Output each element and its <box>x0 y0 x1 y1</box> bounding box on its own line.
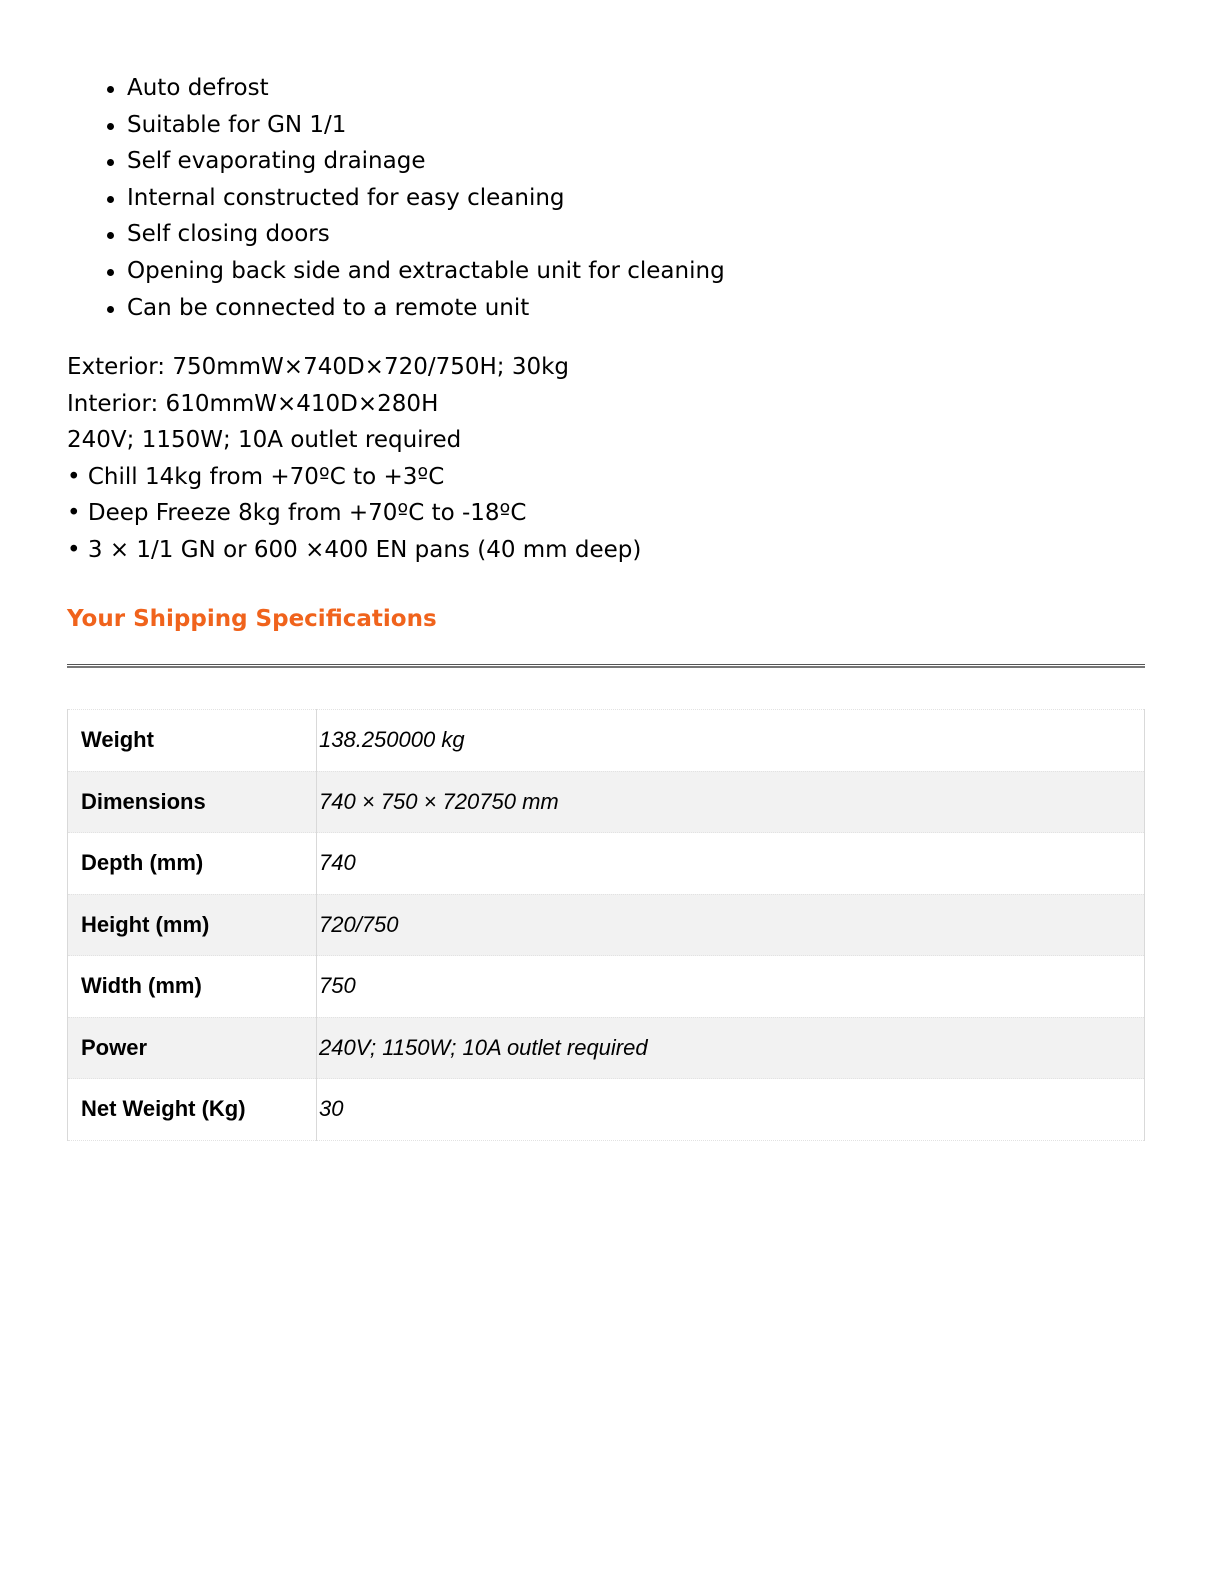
shipping-heading: Your Shipping Specifications <box>67 606 437 633</box>
table-row <box>68 771 1145 833</box>
row-value: 740 <box>317 833 1145 895</box>
spec-interior: Interior: 610mmW×410D×280H <box>67 390 439 417</box>
table-row <box>68 710 1145 772</box>
section-divider <box>67 664 1145 668</box>
row-value: 740 × 750 × 720750 mm <box>317 771 1145 833</box>
list-item: Can be connected to a remote unit <box>127 290 1145 327</box>
row-value: 240V; 1150W; 10A outlet required <box>317 1017 1145 1079</box>
row-label: Height (mm) <box>68 894 317 956</box>
list-item: Suitable for GN 1/1 <box>127 107 1145 144</box>
shipping-table <box>67 709 1145 1141</box>
list-item: Opening back side and extractable unit for cleaning <box>127 253 1145 290</box>
table-row <box>68 894 1145 956</box>
row-label: Weight <box>68 710 317 772</box>
list-item: Auto defrost <box>127 70 1145 107</box>
spec-chill: • Chill 14kg from +70ºC to +3ºC <box>67 463 445 490</box>
table-row <box>68 956 1145 1018</box>
row-value: 720/750 <box>317 894 1145 956</box>
row-value: 30 <box>317 1079 1145 1141</box>
table-row <box>68 1079 1145 1141</box>
page-content <box>67 70 1145 1141</box>
spec-power: 240V; 1150W; 10A outlet required <box>67 427 462 454</box>
list-item: Internal constructed for easy cleaning <box>127 180 1145 217</box>
spec-exterior: Exterior: 750mmW×740D×720/750H; 30kg <box>67 354 570 381</box>
row-label: Power <box>68 1017 317 1079</box>
feature-list <box>67 70 1145 326</box>
list-item: Self closing doors <box>127 216 1145 253</box>
list-item: Self evaporating drainage <box>127 143 1145 180</box>
row-label: Dimensions <box>68 771 317 833</box>
spec-block <box>67 349 1145 568</box>
table-row <box>68 833 1145 895</box>
spec-pans: • 3 × 1/1 GN or 600 ×400 EN pans (40 mm deep) <box>67 536 642 563</box>
row-value: 138.250000 kg <box>317 710 1145 772</box>
spec-deep-freeze: • Deep Freeze 8kg from +70ºC to -18ºC <box>67 500 527 527</box>
row-label: Width (mm) <box>68 956 317 1018</box>
row-label: Net Weight (Kg) <box>68 1079 317 1141</box>
row-value: 750 <box>317 956 1145 1018</box>
table-row <box>68 1017 1145 1079</box>
row-label: Depth (mm) <box>68 833 317 895</box>
